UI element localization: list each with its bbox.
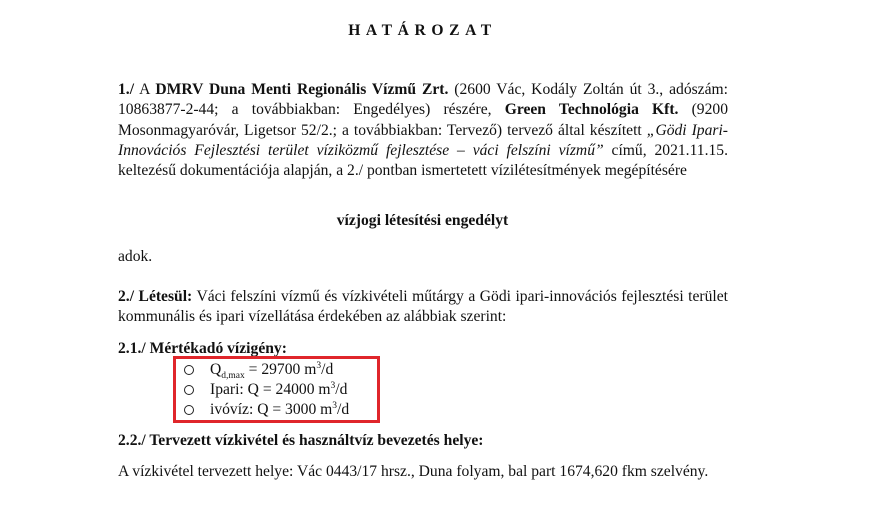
section-1-text-c: (9200 Mosonmagyaróvár, Ligetsor 52/2.; a továbbiakban: Tervező) tervező által készített	[118, 101, 728, 139]
section-2-1-heading: 2.1./ Mértékadó vízigény:	[118, 340, 287, 357]
section-1-text-b: (2600 Vác, Kodály Zoltán út 3., adószám: 10863877-2-44; a továbbiakban: Engedélyes) részére,	[118, 81, 728, 119]
demand-prefix: Ipari: Q = 24000 m	[210, 381, 331, 399]
section-2-label: 2./ Létesül:	[118, 288, 193, 305]
section-1-number: 1./	[118, 81, 135, 98]
red-highlight-box	[173, 356, 380, 423]
grant-statement: adok.	[118, 248, 153, 265]
unit-exponent: 3	[332, 401, 338, 412]
documentation-title: „Gödi Ipari-Innovációs Fejlesztési terület víziközmű fejlesztése – váci felszíni vízmű”	[118, 121, 728, 159]
designer-name: Green Technológia Kft.	[504, 101, 679, 119]
section-2-text: Váci felszíni vízmű és vízkivételi műtárgy a Gödi ipari-innovációs fejlesztési terület kommunális és ipari vízellátása érdekében az alábbiak szerint:	[118, 288, 728, 326]
unit-suffix: /d	[337, 401, 350, 419]
unit-exponent: 3	[316, 360, 322, 371]
demand-prefix: ivóvíz: Q = 3000 m	[210, 401, 333, 419]
unit-suffix: /d	[335, 381, 348, 399]
section-2-2-paragraph: A vízkivétel tervezett helye: Vác 0443/17 hrsz., Duna folyam, bal part 1674,620 fkm szelvény.	[118, 463, 709, 480]
section-2-2-heading: 2.2./ Tervezett vízkivétel és használtvíz bevezetés helye:	[118, 432, 484, 449]
demand-subscript: d,max	[221, 371, 245, 382]
section-1-text-a: A	[134, 81, 156, 98]
demand-prefix: Q	[210, 361, 222, 378]
section-1-paragraph	[118, 80, 728, 181]
unit-exponent: 3	[330, 381, 336, 391]
section-2-paragraph	[118, 287, 728, 328]
applicant-name: DMRV Duna Menti Regionális Vízmű Zrt.	[155, 81, 449, 98]
document-title: HATÁROZAT	[348, 22, 497, 39]
demand-value: = 29700 m	[244, 361, 317, 378]
section-1-text-d: című, 2021.11.15. keltezésű dokumentációja alapján, a 2./ pontban ismertetett vízilétesítmények megépítésére	[118, 141, 728, 180]
unit-suffix: /d	[321, 361, 334, 378]
permit-type-heading: vízjogi létesítési engedélyt	[336, 212, 509, 229]
